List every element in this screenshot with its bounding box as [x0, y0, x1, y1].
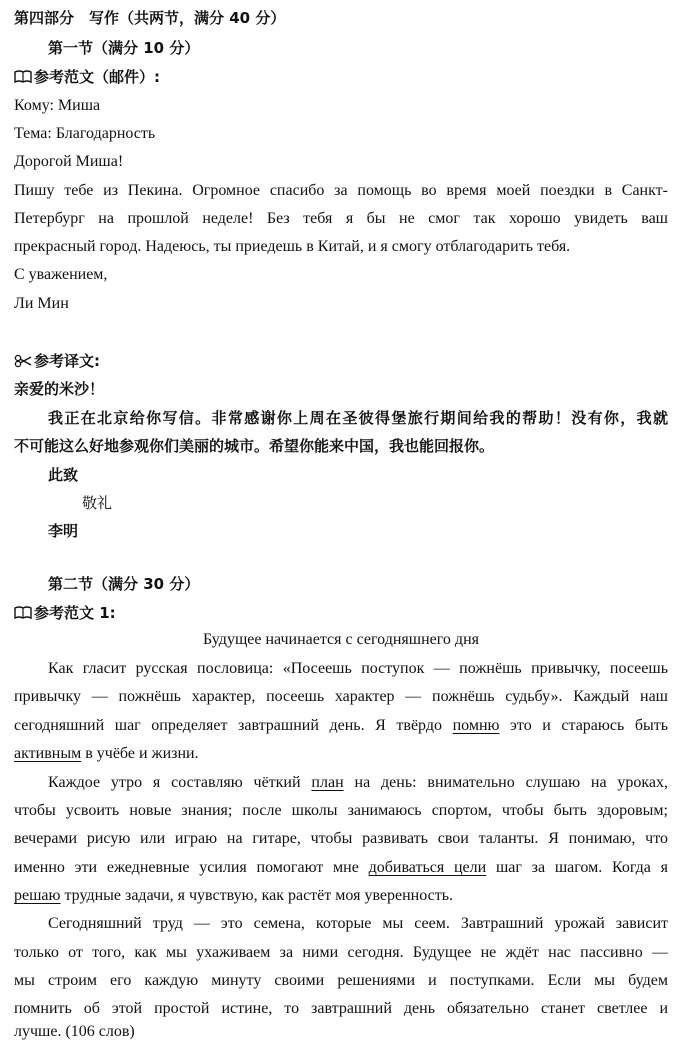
email-body-line: Пишу тебе из Пекина. Огромное спасибо за помощь во время моей поездки в Санкт-	[14, 182, 668, 199]
essay-line: сегодняшний шаг определяет завтрашний день. Я твёрдо помню это и стараюсь быть	[14, 717, 669, 734]
translation-label-row	[14, 351, 100, 373]
translation-signature: 李明	[48, 522, 79, 540]
underlined-word: план	[311, 774, 344, 791]
essay-line: только от того, как мы ухаживаем за ними сегодня. Будущее не ждёт нас пассивно —	[14, 944, 668, 961]
essay-line: лучше. (106 слов)	[14, 1023, 135, 1040]
essay-line: вечерами рисую или играю на гитаре, чтобы развивать свои таланты. Я понимаю, что	[14, 830, 668, 847]
open-book-icon	[14, 605, 32, 625]
email-body-line: Петербург на прошлой неделе! Без тебя я бы не смог так хорошо увидеть ваш	[14, 210, 668, 227]
email-to: Кому: Миша	[14, 97, 101, 114]
essay-line: чтобы усвоить новые знания; после школы занимаюсь спортом, чтобы быть здоровым;	[14, 802, 668, 819]
essay-line: Сегодняшний труд — это семена, которые мы сеем. Завтрашний урожай зависит	[48, 915, 668, 932]
underlined-word: добиваться цели	[368, 859, 487, 876]
essay-line: мы строим его каждую минуту своими решениями и поступками. Если мы будем	[14, 972, 668, 989]
essay-line: решаю трудные задачи, я чувствую, как растёт моя уверенность.	[14, 887, 454, 904]
section1-model-label: 参考范文（邮件）:	[34, 68, 160, 86]
email-signature: Ли Мин	[14, 295, 69, 312]
underlined-word: помню	[452, 717, 500, 734]
translation-body-line: 我正在北京给你写信。非常感谢你上周在圣彼得堡旅行期间给我的帮助！没有你，我就	[48, 409, 668, 427]
email-body-line: прекрасный город. Надеюсь, ты приедешь в Китай, и я смогу отблагодарить тебя.	[14, 238, 571, 255]
essay-line: активным в учёбе и жизни.	[14, 745, 199, 762]
underlined-word: решаю	[14, 887, 61, 904]
essay-line: Как гласит русская пословица: «Посеешь поступок — пожнёшь привычку, посеешь	[48, 660, 668, 677]
essay-title: Будущее начинается с сегодняшнего дня	[203, 631, 479, 648]
email-closing: С уважением,	[14, 266, 108, 283]
section1-heading: 第一节（满分 10 分）	[48, 39, 200, 57]
email-subject: Тема: Благодарность	[14, 125, 156, 142]
translation-body-line: 不可能这么好地参观你们美丽的城市。希望你能来中国，我也能回报你。	[14, 437, 495, 455]
underlined-word: активным	[14, 745, 82, 762]
essay-line: Каждое утро я составляю чёткий план на день: внимательно слушаю на уроках,	[48, 774, 669, 791]
email-greeting: Дорогой Миша!	[14, 153, 124, 170]
open-book-icon	[14, 69, 32, 89]
section1-model-label-row	[14, 67, 160, 89]
translation-regards: 敬礼	[82, 494, 113, 512]
section2-heading: 第二节（满分 30 分）	[48, 575, 200, 593]
essay-line: именно эти ежедневные усилия помогают мне добиваться цели шаг за шагом. Когда я	[14, 859, 668, 876]
part-heading: 第四部分 写作（共两节，满分 40 分）	[14, 9, 286, 27]
translation-label: 参考译文:	[34, 352, 100, 370]
section2-model-label-row	[14, 603, 116, 625]
scissors-icon	[14, 353, 32, 373]
essay-line: помнить об этой простой истине, то завтрашний день обязательно станет светлее и	[14, 1000, 668, 1017]
translation-greeting: 亲爱的米沙！	[14, 380, 105, 398]
section2-model-label: 参考范文 1:	[34, 604, 116, 622]
translation-closing: 此致	[48, 466, 79, 484]
essay-line: привычку — пожнёшь характер, посеешь характер — пожнёшь судьбу». Каждый наш	[14, 688, 668, 705]
